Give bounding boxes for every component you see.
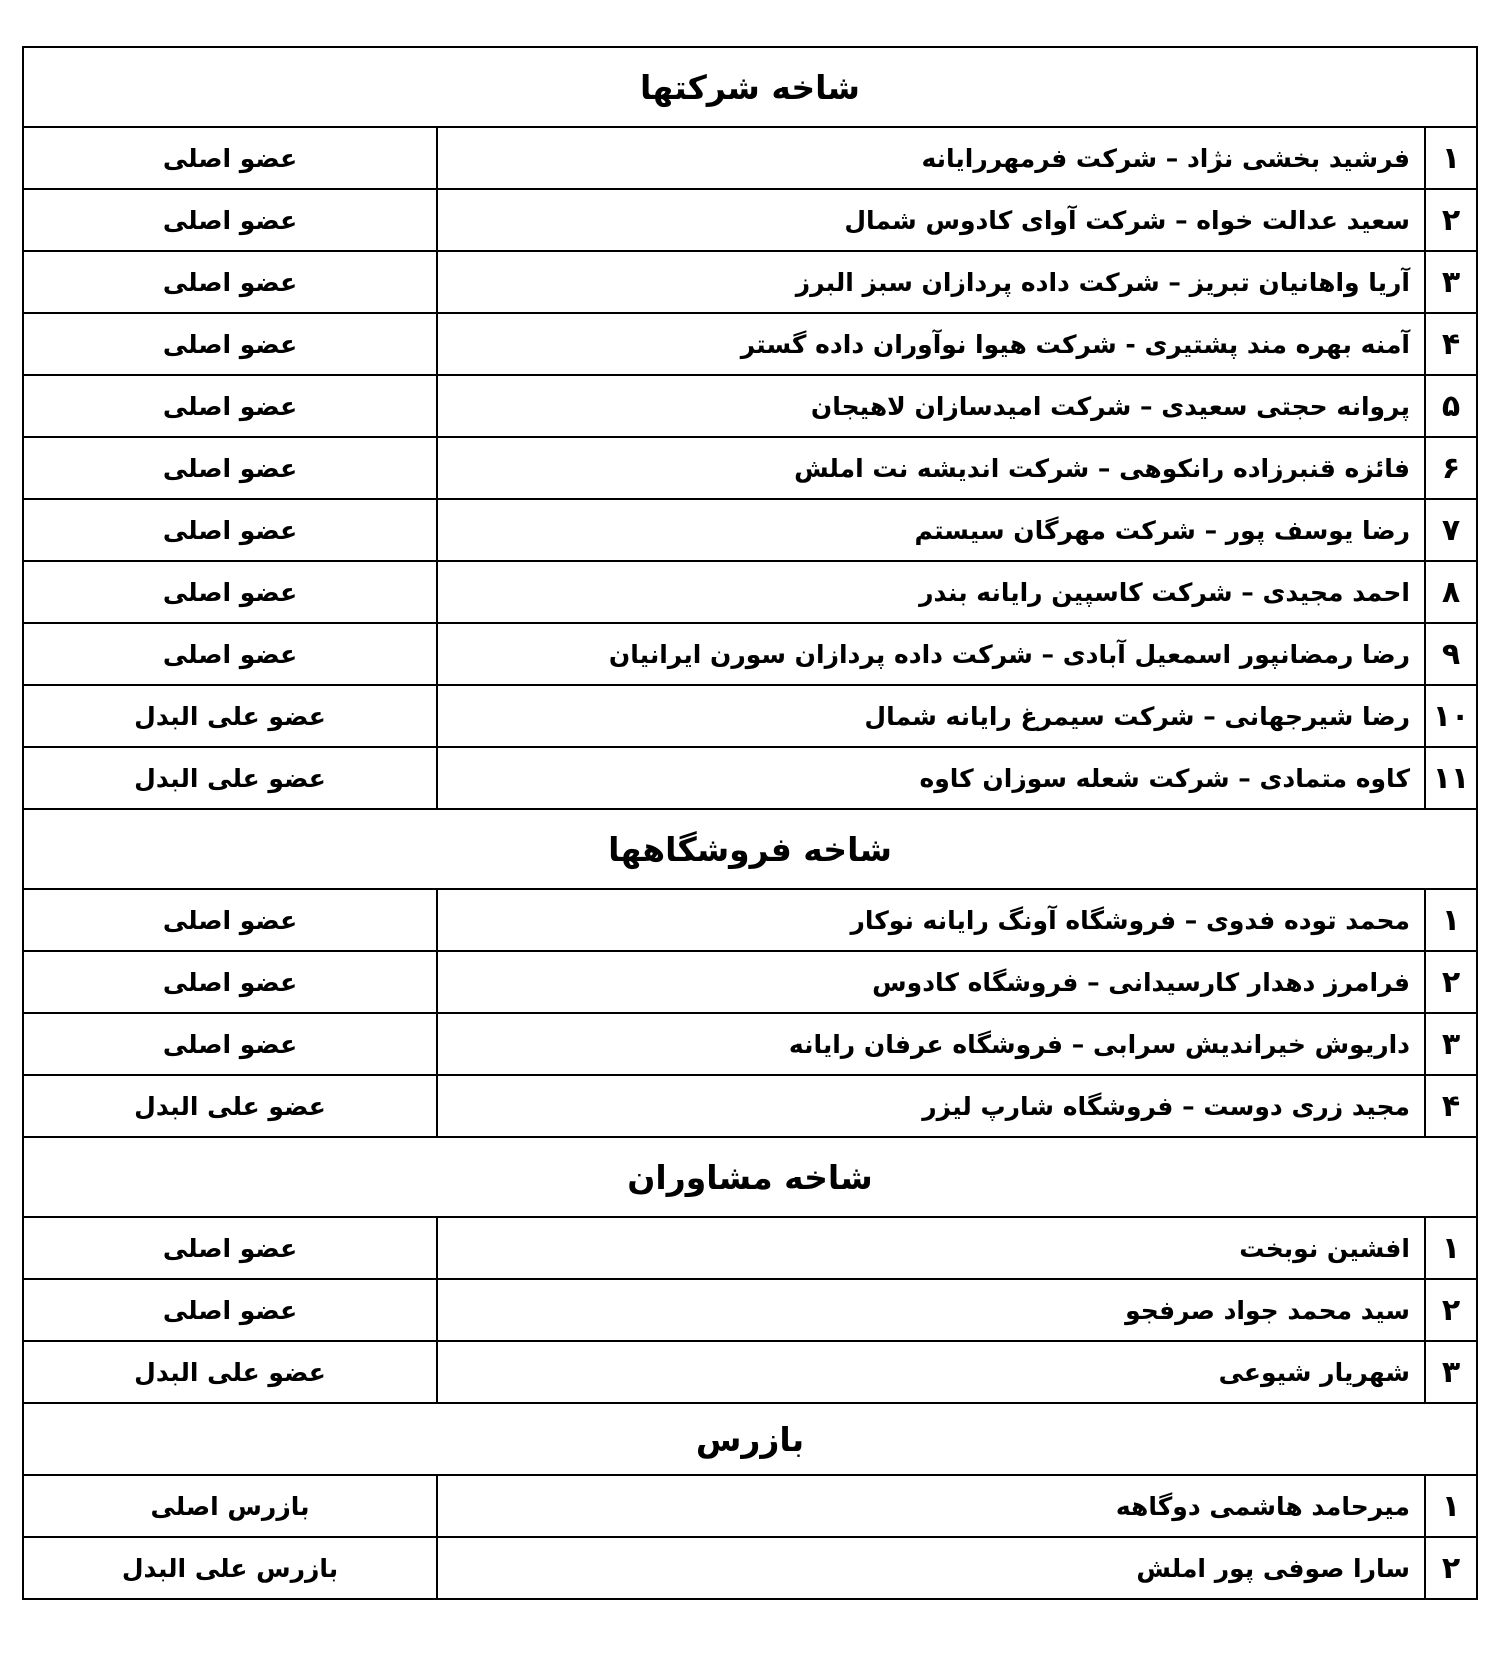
table-row xyxy=(23,375,1477,437)
row-number: ۴ xyxy=(1425,313,1477,375)
member-name: فرشید بخشی نژاد – شرکت فرمهررایانه xyxy=(437,127,1425,189)
member-name: افشین نوبخت xyxy=(437,1217,1425,1279)
table-row xyxy=(23,685,1477,747)
member-name: احمد مجیدی – شرکت کاسپین رایانه بندر xyxy=(437,561,1425,623)
table-row xyxy=(23,499,1477,561)
table-row xyxy=(23,1475,1477,1537)
member-name: رضا شیرجهانی – شرکت سیمرغ رایانه شمال xyxy=(437,685,1425,747)
member-role: عضو اصلی xyxy=(23,313,437,375)
member-name: رضا یوسف پور – شرکت مهرگان سیستم xyxy=(437,499,1425,561)
member-role: عضو اصلی xyxy=(23,437,437,499)
row-number: ۱ xyxy=(1425,1217,1477,1279)
row-number: ۱ xyxy=(1425,127,1477,189)
member-role: عضو اصلی xyxy=(23,561,437,623)
table-row xyxy=(23,437,1477,499)
table-row xyxy=(23,1013,1477,1075)
table-row xyxy=(23,561,1477,623)
row-number: ۳ xyxy=(1425,1341,1477,1403)
member-name: فائزه قنبرزاده رانکوهی – شرکت اندیشه نت املش xyxy=(437,437,1425,499)
member-role: عضو اصلی xyxy=(23,251,437,313)
row-number: ۲ xyxy=(1425,1279,1477,1341)
member-role: بازرس اصلی xyxy=(23,1475,437,1537)
section-header xyxy=(23,47,1477,127)
member-role: عضو اصلی xyxy=(23,189,437,251)
member-name: محمد توده فدوی – فروشگاه آونگ رایانه نوکار xyxy=(437,889,1425,951)
member-name: آریا واهانیان تبریز – شرکت داده پردازان سبز البرز xyxy=(437,251,1425,313)
row-number: ۵ xyxy=(1425,375,1477,437)
section-header xyxy=(23,809,1477,889)
table-row xyxy=(23,127,1477,189)
row-number: ۱ xyxy=(1425,889,1477,951)
member-name: مجید زری دوست – فروشگاه شارپ لیزر xyxy=(437,1075,1425,1137)
table-row xyxy=(23,1341,1477,1403)
section-header xyxy=(23,1137,1477,1217)
section-title: شاخه شرکتها xyxy=(23,47,1477,127)
table-row xyxy=(23,1217,1477,1279)
member-name: سید محمد جواد صرفجو xyxy=(437,1279,1425,1341)
member-role: عضو علی البدل xyxy=(23,747,437,809)
member-role: عضو علی البدل xyxy=(23,1075,437,1137)
table-row xyxy=(23,951,1477,1013)
membership-table xyxy=(22,46,1478,1600)
member-name: فرامرز دهدار کارسیدانی – فروشگاه کادوس xyxy=(437,951,1425,1013)
member-role: عضو اصلی xyxy=(23,623,437,685)
member-role: عضو علی البدل xyxy=(23,685,437,747)
table-row xyxy=(23,313,1477,375)
table-row xyxy=(23,623,1477,685)
member-role: عضو اصلی xyxy=(23,951,437,1013)
member-name: میرحامد هاشمی دوگاهه xyxy=(437,1475,1425,1537)
row-number: ۲ xyxy=(1425,951,1477,1013)
member-role: عضو اصلی xyxy=(23,1279,437,1341)
table-row xyxy=(23,1075,1477,1137)
member-name: کاوه متمادی – شرکت شعله سوزان کاوه xyxy=(437,747,1425,809)
row-number: ۳ xyxy=(1425,251,1477,313)
member-name: آمنه بهره مند پشتیری - شرکت هیوا نوآوران داده گستر xyxy=(437,313,1425,375)
row-number: ۲ xyxy=(1425,189,1477,251)
member-role: عضو اصلی xyxy=(23,889,437,951)
section-title: بازرس xyxy=(23,1403,1477,1475)
table-row xyxy=(23,889,1477,951)
member-name: شهریار شیوعی xyxy=(437,1341,1425,1403)
member-role: عضو اصلی xyxy=(23,127,437,189)
member-role: عضو اصلی xyxy=(23,1013,437,1075)
table-row xyxy=(23,189,1477,251)
table-row xyxy=(23,1279,1477,1341)
row-number: ۷ xyxy=(1425,499,1477,561)
member-role: عضو اصلی xyxy=(23,375,437,437)
table-row xyxy=(23,251,1477,313)
row-number: ۹ xyxy=(1425,623,1477,685)
table-row xyxy=(23,747,1477,809)
section-title: شاخه فروشگاهها xyxy=(23,809,1477,889)
section-title: شاخه مشاوران xyxy=(23,1137,1477,1217)
member-name: داریوش خیراندیش سرابی – فروشگاه عرفان رایانه xyxy=(437,1013,1425,1075)
member-role: عضو اصلی xyxy=(23,499,437,561)
row-number: ۶ xyxy=(1425,437,1477,499)
member-name: سعید عدالت خواه – شرکت آوای کادوس شمال xyxy=(437,189,1425,251)
row-number: ۱۱ xyxy=(1425,747,1477,809)
member-name: سارا صوفی پور املش xyxy=(437,1537,1425,1599)
row-number: ۱ xyxy=(1425,1475,1477,1537)
member-role: بازرس علی البدل xyxy=(23,1537,437,1599)
table-row xyxy=(23,1537,1477,1599)
member-name: پروانه حجتی سعیدی – شرکت امیدسازان لاهیجان xyxy=(437,375,1425,437)
member-role: عضو اصلی xyxy=(23,1217,437,1279)
row-number: ۱۰ xyxy=(1425,685,1477,747)
row-number: ۲ xyxy=(1425,1537,1477,1599)
member-name: رضا رمضانپور اسمعیل آبادی – شرکت داده پردازان سورن ایرانیان xyxy=(437,623,1425,685)
member-role: عضو علی البدل xyxy=(23,1341,437,1403)
row-number: ۳ xyxy=(1425,1013,1477,1075)
section-header xyxy=(23,1403,1477,1475)
row-number: ۸ xyxy=(1425,561,1477,623)
row-number: ۴ xyxy=(1425,1075,1477,1137)
